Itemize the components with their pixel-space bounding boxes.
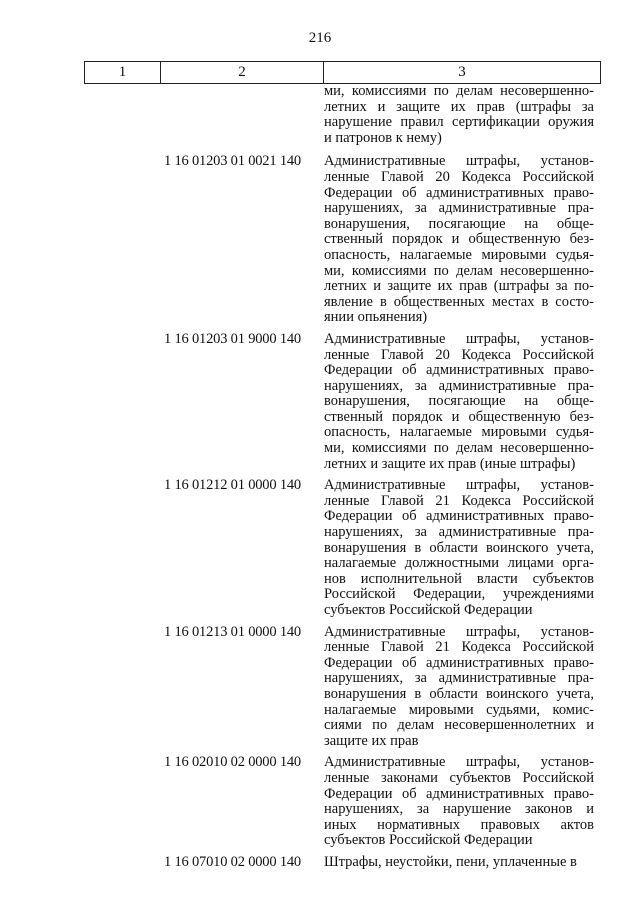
table-row xyxy=(84,84,601,146)
description-line: Федерации об административных право- xyxy=(324,785,594,802)
description-line: нарушение правил сертификации оружия xyxy=(324,114,594,131)
description-line: иных нормативных правовых актов xyxy=(324,816,594,833)
description-line: Штрафы, неустойки, пени, уплаченные в xyxy=(324,853,577,870)
description-line: ственный порядок и общественную без- xyxy=(324,408,594,425)
description-line: нарушениях, за нарушение законов и xyxy=(324,801,594,818)
description-line: ленные Главой 20 Кодекса Российской xyxy=(324,346,594,363)
row-code: 1 16 01203 01 9000 140 xyxy=(164,330,301,347)
row-column-1 xyxy=(84,478,164,618)
row-code: 1 16 01213 01 0000 140 xyxy=(164,623,301,640)
table-row xyxy=(84,625,601,750)
description-line: Административные штрафы, установ- xyxy=(324,623,594,640)
description-line: Административные штрафы, установ- xyxy=(324,330,594,347)
table-row xyxy=(84,855,601,871)
description-line: нарушениях, за административные пра- xyxy=(324,377,594,394)
description-line: опасность, налагаемые мировыми судья- xyxy=(324,424,594,441)
description-line: летних и защите их прав (штрафы за xyxy=(324,98,594,115)
page-number: 216 xyxy=(308,30,332,46)
row-description xyxy=(324,855,594,871)
table-header-row xyxy=(84,61,601,84)
description-line: и патронов к нему) xyxy=(324,129,442,146)
description-line: летних и защите их прав (иные штрафы) xyxy=(324,455,576,472)
row-column-1 xyxy=(84,332,164,472)
description-line: вонарушения в области воинского учета, xyxy=(324,685,594,702)
row-description xyxy=(324,332,594,472)
row-description xyxy=(324,625,594,750)
row-code xyxy=(164,84,324,146)
row-description xyxy=(324,154,594,326)
row-code: 1 16 01212 01 0000 140 xyxy=(164,477,301,494)
row-description xyxy=(324,478,594,618)
description-line: нов исполнительной власти субъектов xyxy=(324,570,594,587)
row-column-1 xyxy=(84,84,164,146)
description-line: нарушениях, за административные пра- xyxy=(324,524,594,541)
description-line: ленные Главой 21 Кодекса Российской xyxy=(324,492,594,509)
description-line: Федерации об административных право- xyxy=(324,508,594,525)
description-line: Административные штрафы, установ- xyxy=(324,153,594,170)
row-column-1 xyxy=(84,755,164,849)
row-description xyxy=(324,84,594,146)
row-code: 1 16 02010 02 0000 140 xyxy=(164,754,301,771)
row-code: 1 16 01203 01 0021 140 xyxy=(164,153,301,170)
row-code: 1 16 07010 02 0000 140 xyxy=(164,853,301,870)
description-line: защите их прав xyxy=(324,732,419,749)
table-row xyxy=(84,755,601,849)
description-line: налагаемые должностными лицами орга- xyxy=(324,555,594,572)
header-cell-3: 3 xyxy=(458,64,466,80)
description-line: явление в общественных местах в состо- xyxy=(324,293,594,310)
description-line: ленные Главой 21 Кодекса Российской xyxy=(324,639,594,656)
row-column-1 xyxy=(84,154,164,326)
row-column-1 xyxy=(84,625,164,750)
description-line: Административные штрафы, установ- xyxy=(324,477,594,494)
description-line: налагаемые мировыми судьями, комис- xyxy=(324,701,594,718)
description-line: субъектов Российской Федерации xyxy=(324,832,533,849)
description-line: опасность, налагаемые мировыми судья- xyxy=(324,246,594,263)
description-line: Административные штрафы, установ- xyxy=(324,754,594,771)
description-line: нарушениях, за административные пра- xyxy=(324,670,594,687)
header-cell-2: 2 xyxy=(161,62,324,83)
description-line: ленные Главой 20 Кодекса Российской xyxy=(324,168,594,185)
description-line: вонарушения, посягающие на обще- xyxy=(324,393,594,410)
description-line: сиями по делам несовершеннолетних и xyxy=(324,717,594,734)
table-row xyxy=(84,332,601,472)
description-line: янии опьянения) xyxy=(324,309,428,326)
description-line: ми, комиссиями по делам несовершенно- xyxy=(324,83,594,99)
description-line: ми, комиссиями по делам несовершенно- xyxy=(324,262,594,279)
description-line: вонарушения в области воинского учета, xyxy=(324,539,594,556)
description-line: нарушениях, за административные пра- xyxy=(324,200,594,217)
row-description xyxy=(324,755,594,849)
description-line: Федерации об административных право- xyxy=(324,654,594,671)
table-body xyxy=(84,84,601,877)
description-line: ственный порядок и общественную без- xyxy=(324,231,594,248)
description-line: Федерации об административных право- xyxy=(324,362,594,379)
description-line: ми, комиссиями по делам несовершенно- xyxy=(324,440,594,457)
table-row xyxy=(84,478,601,618)
description-line: летних и защите их прав (штрафы за по- xyxy=(324,278,594,295)
header-cell-1: 1 xyxy=(85,62,161,83)
description-line: субъектов Российской Федерации xyxy=(324,602,533,618)
description-line: Российской Федерации, учреждениями xyxy=(324,586,594,603)
description-line: ленные законами субъектов Российской xyxy=(324,769,594,786)
description-line: вонарушения, посягающие на обще- xyxy=(324,215,594,232)
table-row xyxy=(84,154,601,326)
description-line: Федерации об административных право- xyxy=(324,184,594,201)
row-column-1 xyxy=(84,855,164,871)
